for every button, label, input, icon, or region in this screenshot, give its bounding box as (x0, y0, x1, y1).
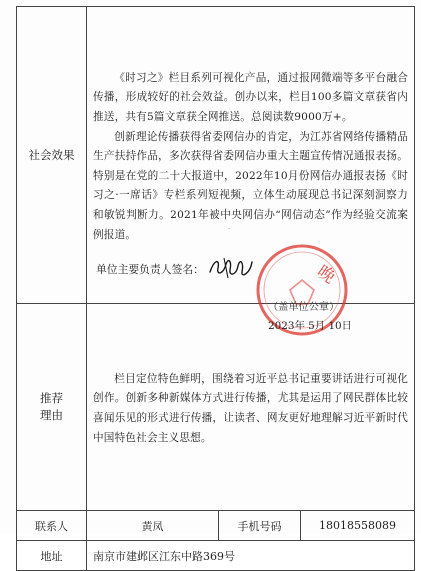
seal-char: 晚 (313, 261, 339, 288)
contact-row (17, 511, 415, 541)
sign-date: 2023年 5月 10日 (268, 320, 353, 332)
address-row (17, 541, 415, 571)
seal-caption: （盖单位公章） (268, 302, 340, 313)
address-label: 地址 (17, 541, 87, 571)
recommendation-form (16, 6, 415, 571)
social-effect-paragraph-1: 《时习之》栏目系列可视化产品，通过报网微端等多平台融合传播，形成较好的社会效益。创办以来，栏目100多篇文章获省内推送，共有5篇文章获全网推送。总阅读数9000万+。 (93, 71, 409, 124)
recommendation-content (87, 304, 415, 511)
handwritten-signature (206, 254, 256, 280)
recommendation-label (17, 304, 87, 511)
phone-label: 手机号码 (219, 511, 301, 541)
social-effect-paragraph-2: 创新理论传播获得省委网信办的肯定，为江苏省网络传播精品生产扶持作品，多次获得省委网信办重大主题宣传情况通报表扬。特别是在党的二十大报道中，2022年10月份网信办通报表扬《时习之·一席话》专栏系列短视频，立体生动展现总书记深刻洞察力和敏锐判断力。2021年被中央网信办“网信动态”作为经验交流案例报道。 (93, 130, 409, 241)
phone-number: 18018558089 (301, 511, 415, 541)
social-effect-label: 社会效果 (17, 7, 87, 304)
signature-label: 单位主要负责人签名： (96, 263, 204, 276)
contact-label: 联系人 (17, 511, 87, 541)
address-value: 南京市建邺区江东中路369号 (87, 541, 415, 571)
stray-mark: · (228, 225, 231, 233)
recommendation-label-line-1: 推荐 (40, 391, 63, 405)
contact-name: 黄凤 (87, 511, 219, 541)
recommendation-label-line-2: 理由 (40, 408, 63, 422)
recommendation-row (17, 304, 415, 511)
recommendation-paragraph: 栏目定位特色鲜明，围绕着习近平总书记重要讲话进行可视化创作。创新多种新媒体方式进行传播，尤其是运用了网民群体比较喜闻乐见的形式进行传播，让读者、网友更好地理解习近平新时代中国特色社会主义思想。 (93, 372, 409, 444)
